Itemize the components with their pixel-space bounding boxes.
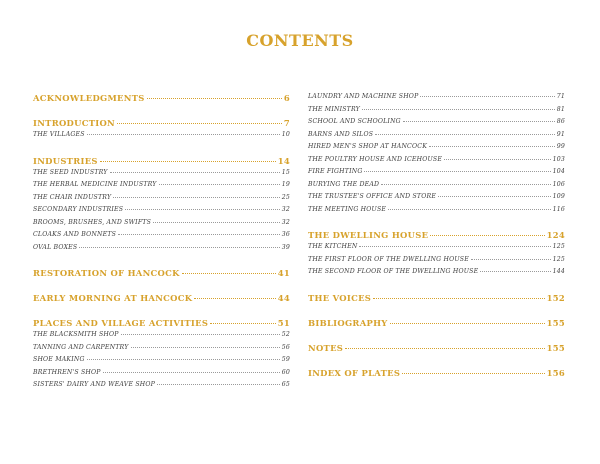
section-spacer [308,331,565,343]
toc-entry-the-meeting-house[interactable] [308,206,565,219]
toc-entry-title: TANNING AND CARPENTRY [33,343,129,351]
toc-section-the-voices[interactable] [308,293,565,306]
toc-entry-tanning-and-carpentry[interactable] [33,344,290,357]
toc-entry-title: BIBLIOGRAPHY [308,317,388,328]
toc-page-number: 7 [283,118,290,128]
toc-page-number: 152 [546,292,565,303]
toc-page-number: 104 [552,168,565,175]
toc-page-number: 116 [552,205,565,213]
section-spacer [33,106,290,118]
dot-leader [121,334,280,335]
toc-entry-brooms-brushes-and-swifts[interactable] [33,219,290,232]
toc-entry-title: THE SECOND FLOOR OF THE DWELLING HOUSE [308,268,479,275]
toc-page-number: 51 [277,318,290,328]
dot-leader [403,121,555,122]
toc-entry-brethren-s-shop[interactable] [33,369,290,382]
section-spacer [308,356,565,368]
section-spacer [33,306,290,318]
dot-leader [159,184,280,185]
dot-leader [429,146,555,147]
dot-leader [113,197,279,198]
section-spacer [33,281,290,293]
toc-entry-title: BROOMS, BRUSHES, AND SWIFTS [33,218,152,226]
toc-right-column [308,93,565,381]
toc-entry-title: FIRE FIGHTING [308,168,363,175]
dot-leader [110,172,280,173]
toc-section-index-of-plates[interactable] [308,368,565,381]
dot-leader [438,196,551,197]
dot-leader [118,234,280,235]
toc-page-number: 99 [556,143,565,150]
toc-entry-laundry-and-machine-shop[interactable] [308,93,565,106]
dot-leader [103,372,280,373]
toc-entry-title: HIRED MEN'S SHOP AT HANCOCK [308,143,428,150]
toc-entry-title: OVAL BOXES [33,243,78,251]
toc-entry-secondary-industries[interactable] [33,206,290,219]
section-spacer [308,218,565,230]
toc-entry-sisters-dairy-and-weave-shop[interactable] [33,381,290,394]
toc-entry-fire-fighting[interactable] [308,168,565,181]
toc-page-number: 14 [277,155,290,166]
toc-page-number: 59 [281,356,290,363]
toc-entry-title: THE VILLAGES [33,131,85,138]
toc-entry-title: THE CHAIR INDUSTRY [33,193,112,201]
toc-page-number: 32 [281,206,290,213]
dot-leader [153,222,280,223]
toc-section-introduction[interactable] [33,118,290,131]
toc-page-number: 156 [546,367,565,378]
toc-entry-title: THE VOICES [308,292,372,303]
toc-section-early-morning-at-hancock[interactable] [33,293,290,306]
page-title: CONTENTS [246,31,354,50]
toc-page-number: 91 [556,130,565,138]
toc-entry-school-and-schooling[interactable] [308,118,565,131]
toc-entry-title: INTRODUCTION [33,118,115,128]
dot-leader [420,96,554,97]
dot-leader [444,159,551,160]
dot-leader [480,271,550,272]
toc-entry-the-first-floor-of-the-dwelling-house[interactable] [308,256,565,269]
toc-entry-title: THE SEED INDUSTRY [33,168,108,176]
toc-page-number: 15 [281,168,290,176]
dot-leader [79,247,279,248]
dot-leader [87,134,280,135]
dot-leader [375,134,555,135]
dot-leader [373,298,545,299]
toc-page-number: 144 [552,268,565,275]
toc-entry-title: THE POULTRY HOUSE AND ICEHOUSE [308,155,443,163]
dot-leader [117,123,282,124]
section-spacer [33,144,290,156]
toc-entry-title: ACKNOWLEDGMENTS [33,93,145,103]
toc-page-number: 52 [281,331,290,338]
dot-leader [345,348,544,349]
dot-leader [362,109,555,110]
toc-page-number: 109 [552,193,565,200]
toc-entry-title: SCHOOL AND SCHOOLING [308,118,401,125]
toc-entry-title: THE FIRST FLOOR OF THE DWELLING HOUSE [308,255,469,263]
toc-entry-title: BARNS AND SILOS [308,130,374,138]
dot-leader [430,235,544,236]
section-spacer [308,306,565,318]
toc-section-the-dwelling-house[interactable] [308,230,565,243]
toc-page-number: 86 [556,118,565,125]
toc-entry-the-ministry[interactable] [308,106,565,119]
section-spacer [308,281,565,293]
toc-entry-barns-and-silos[interactable] [308,131,565,144]
toc-section-places-and-village-activities[interactable] [33,318,290,331]
toc-page-number: 36 [281,231,290,238]
toc-section-notes[interactable] [308,343,565,356]
dot-leader [390,323,545,324]
toc-page-number: 125 [552,255,565,263]
toc-entry-title: CLOAKS AND BONNETS [33,231,117,238]
toc-entry-title: PLACES AND VILLAGE ACTIVITIES [33,318,209,328]
dot-leader [182,273,276,274]
dot-leader [388,209,550,210]
toc-entry-the-trustee-s-office-and-store[interactable] [308,193,565,206]
dot-leader [125,209,280,210]
dot-leader [210,323,276,324]
toc-entry-title: THE HERBAL MEDICINE INDUSTRY [33,181,157,188]
toc-entry-title: RESTORATION OF HANCOCK [33,268,180,278]
toc-entry-title: SISTERS' DAIRY AND WEAVE SHOP [33,381,155,388]
dot-leader [100,161,276,162]
toc-entry-oval-boxes[interactable] [33,244,290,257]
toc-entry-the-poultry-house-and-icehouse[interactable] [308,156,565,169]
dot-leader [402,373,544,374]
toc-page-number: 124 [546,230,565,240]
toc-entry-the-seed-industry[interactable] [33,169,290,182]
dot-leader [147,98,282,99]
toc-entry-burying-the-dead[interactable] [308,181,565,194]
section-spacer [33,256,290,268]
toc-page-number: 25 [281,193,290,201]
toc-entry-the-chair-industry[interactable] [33,194,290,207]
toc-page-number: 10 [281,131,290,138]
dot-leader [157,384,280,385]
toc-page-number: 41 [277,268,290,278]
toc-entry-the-blacksmith-shop[interactable] [33,331,290,344]
toc-entry-title: BURYING THE DEAD [308,180,380,188]
toc-entry-title: INDEX OF PLATES [308,367,401,378]
toc-page-number: 106 [552,180,565,188]
toc-entry-title: THE MINISTRY [308,105,360,113]
toc-page-number: 65 [281,381,290,388]
toc-entry-the-herbal-medicine-industry[interactable] [33,181,290,194]
toc-left-column [33,93,290,394]
toc-section-industries[interactable] [33,156,290,169]
toc-page-number: 155 [546,317,565,328]
toc-entry-title: EARLY MORNING AT HANCOCK [33,293,193,303]
toc-entry-shoe-making[interactable] [33,356,290,369]
dot-leader [364,171,550,172]
toc-entry-cloaks-and-bonnets[interactable] [33,231,290,244]
toc-page-number: 44 [277,293,290,303]
toc-entry-title: SHOE MAKING [33,356,85,363]
toc-page-number: 6 [283,93,290,103]
dot-leader [381,184,550,185]
toc-section-bibliography[interactable] [308,318,565,331]
toc-entry-the-kitchen[interactable] [308,243,565,256]
toc-entry-the-second-floor-of-the-dwelling-house[interactable] [308,268,565,281]
toc-entry-the-villages[interactable] [33,131,290,144]
toc-entry-title: LAUNDRY AND MACHINE SHOP [308,93,419,100]
toc-page-number: 19 [281,181,290,188]
dot-leader [194,298,275,299]
toc-page-number: 39 [281,243,290,251]
dot-leader [471,259,551,260]
toc-entry-title: SECONDARY INDUSTRIES [33,206,124,213]
toc-section-acknowledgments[interactable] [33,93,290,106]
toc-entry-title: THE MEETING HOUSE [308,205,387,213]
dot-leader [131,347,280,348]
toc-page-number: 125 [552,243,565,250]
toc-section-restoration-of-hancock[interactable] [33,268,290,281]
dot-leader [359,246,550,247]
toc-page-number: 155 [546,342,565,353]
toc-entry-title: INDUSTRIES [33,155,98,166]
toc-page-number: 103 [552,155,565,163]
toc-page-number: 81 [556,105,565,113]
toc-entry-title: BRETHREN'S SHOP [33,368,101,376]
toc-entry-hired-men-s-shop-at-hancock[interactable] [308,143,565,156]
toc-entry-title: NOTES [308,342,344,353]
toc-page-number: 71 [556,93,565,100]
toc-page-number: 60 [281,368,290,376]
toc-page-number: 56 [281,343,290,351]
toc-entry-title: THE TRUSTEE'S OFFICE AND STORE [308,193,437,200]
toc-entry-title: THE BLACKSMITH SHOP [33,331,119,338]
toc-entry-title: THE DWELLING HOUSE [308,230,429,240]
toc-entry-title: THE KITCHEN [308,243,358,250]
dot-leader [87,359,280,360]
toc-page-number: 32 [281,218,290,226]
